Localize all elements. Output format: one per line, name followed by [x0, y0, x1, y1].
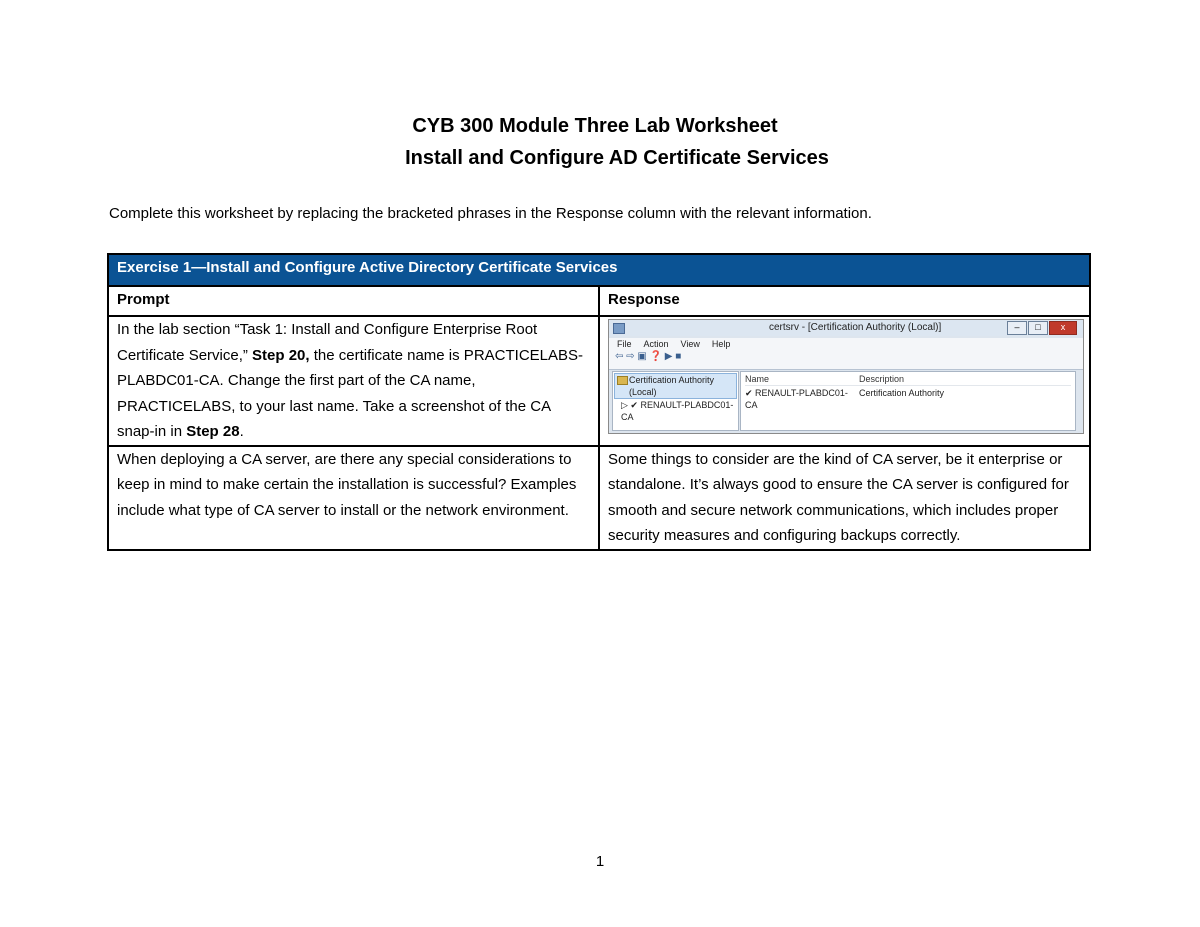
menu-file: File [617, 339, 632, 349]
prompt-text: In the lab section “Task 1: Install and Configure Enterprise Root Certificate Service,” [117, 321, 538, 364]
page-title: CYB 300 Module Three Lab Worksheet [412, 115, 778, 137]
prompt-text: the certificate name is PRACTICELABS-PLABDC01-CA. Change the first part of the CA name, PRACTICELABS, to your last name. Take a screenshot of the CA snap-in in [117, 346, 584, 440]
worksheet-table [107, 253, 1091, 551]
window-toolbar [609, 351, 1083, 370]
list-pane [740, 371, 1076, 431]
prompt-text: . [239, 423, 244, 440]
window-title: certsrv - [Certification Authority (Local)] [769, 322, 942, 333]
column-header-response: Response [599, 286, 1090, 316]
table-row [108, 446, 1090, 550]
list-header [745, 373, 1071, 386]
window-buttons [1007, 321, 1077, 335]
list-col-description: Description [859, 374, 905, 384]
prompt-cell [108, 316, 599, 446]
minimize-icon: – [1007, 321, 1027, 335]
maximize-icon: □ [1028, 321, 1048, 335]
menu-action: Action [643, 339, 669, 349]
toolbar-icons: ⇦ ⇨ ▣ ❓ ▶ ■ [615, 351, 682, 362]
tree-child-item: ▷ ✔ RENAULT-PLABDC01-CA [621, 400, 734, 422]
response-cell [599, 316, 1090, 446]
prompt-step-20: Step 20, [252, 346, 310, 364]
prompt-cell: When deploying a CA server, are there any special considerations to keep in mind to make certain the installation is successful? Examples include what type of CA server to install or the network environment. [108, 446, 599, 550]
window-menubar [609, 338, 1083, 351]
window-titlebar [609, 320, 1083, 336]
page-subtitle: Install and Configure AD Certificate Services [405, 147, 829, 169]
list-item [745, 387, 1071, 411]
table-row [108, 316, 1090, 446]
tree-pane [612, 371, 739, 431]
column-header-row [108, 286, 1090, 316]
exercise-header-row [108, 254, 1090, 286]
response-cell: Some things to consider are the kind of CA server, be it enterprise or standalone. It’s always good to ensure the CA server is configured for smooth and secure network communications, which includes proper security measures and configuring backups correctly. [599, 446, 1090, 550]
exercise-header: Exercise 1—Install and Configure Active Directory Certificate Services [108, 254, 1090, 286]
list-col-name: Name [745, 374, 770, 384]
instructions-text: Complete this worksheet by replacing the bracketed phrases in the Response column with the relevant information. [109, 205, 872, 222]
prompt-step-28: Step 28 [186, 423, 240, 440]
page-number: 1 [595, 853, 605, 870]
title-block [0, 110, 1200, 174]
close-icon: x [1049, 321, 1077, 335]
menu-help: Help [711, 339, 731, 349]
column-header-prompt: Prompt [108, 286, 599, 316]
ca-snapin-screenshot [608, 319, 1084, 434]
menu-view: View [680, 339, 700, 349]
list-item-name: ✔ RENAULT-PLABDC01-CA [745, 388, 848, 410]
list-item-description: Certification Authority [859, 388, 945, 398]
tree-root-item: Certification Authority (Local) [614, 373, 737, 399]
window-app-icon [613, 323, 625, 334]
